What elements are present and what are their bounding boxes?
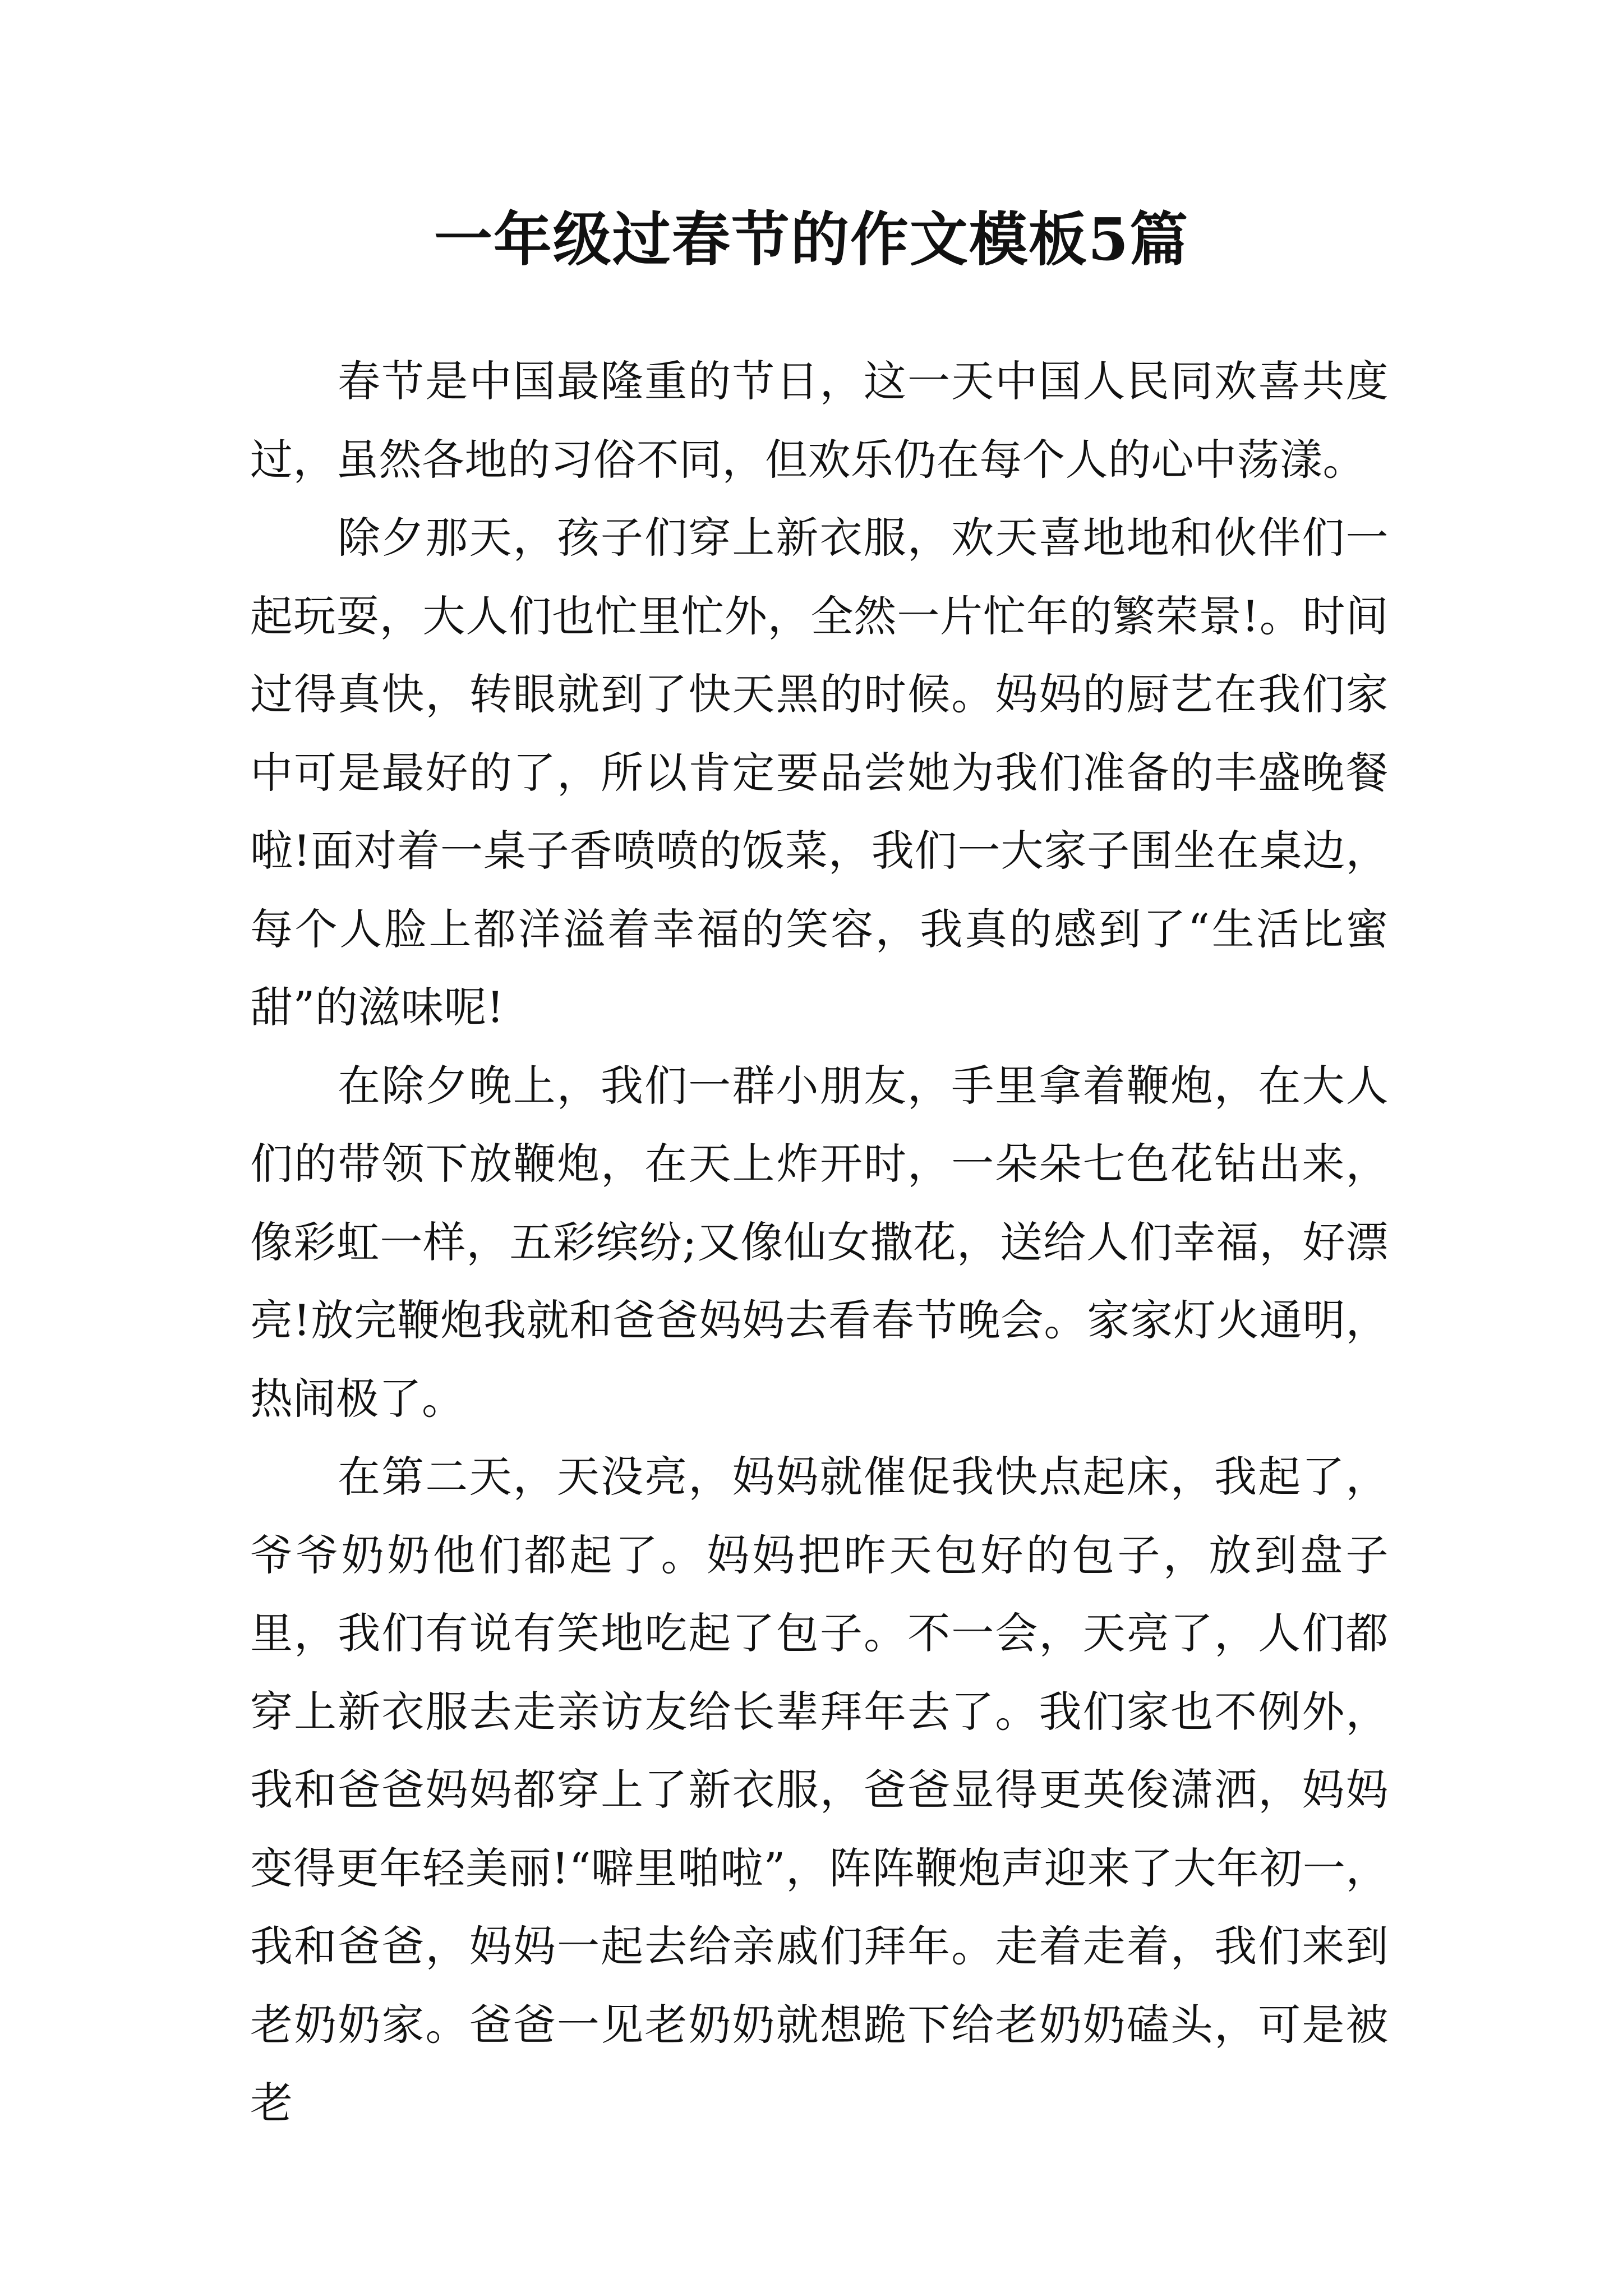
paragraph-4: 在第二天，天没亮，妈妈就催促我快点起床，我起了，爷爷奶奶他们都起了。妈妈把昨天包好的包子，放到盘子里，我们有说有笑地吃起了包子。不一会，天亮了，人们都穿上新衣服去走亲访友给长辈拜年去了。我们家也不例外，我和爸爸妈妈都穿上了新衣服，爸爸显得更英俊潇洒，妈妈变得更年轻美丽!“噼里啪啦”，阵阵鞭炮声迎来了大年初一，我和爸爸，妈妈一起去给亲戚们拜年。走着走着，我们来到老奶奶家。爸爸一见老奶奶就想跪下给老奶奶磕头，可是被老 [250, 1452, 1389, 2128]
paragraph-2: 除夕那天，孩子们穿上新衣服，欢天喜地地和伙伴们一起玩耍，大人们也忙里忙外，全然一片忙年的繁荣景!。时间过得真快，转眼就到了快天黑的时候。妈妈的厨艺在我们家中可是最好的了，所以肯定要品尝她为我们准备的丰盛晚餐啦!面对着一桌子香喷喷的饭菜，我们一大家子围坐在桌边，每个人脸上都洋溢着幸福的笑容，我真的感到了“生活比蜜甜”的滋味呢! [250, 513, 1389, 1032]
paragraph-3: 在除夕晚上，我们一群小朋友，手里拿着鞭炮，在大人们的带领下放鞭炮，在天上炸开时，一朵朵七色花钻出来，像彩虹一样，五彩缤纷;又像仙女撒花，送给人们幸福，好漂亮!放完鞭炮我就和爸爸妈妈去看春节晚会。家家灯火通明，热闹极了。 [250, 1060, 1389, 1424]
document-body [250, 342, 1389, 2142]
paragraph-1: 春节是中国最隆重的节日，这一天中国人民同欢喜共度过，虽然各地的习俗不同，但欢乐仍在每个人的心中荡漾。 [250, 356, 1389, 485]
page-title: 一年级过春节的作文模板5篇 [434, 205, 1189, 274]
